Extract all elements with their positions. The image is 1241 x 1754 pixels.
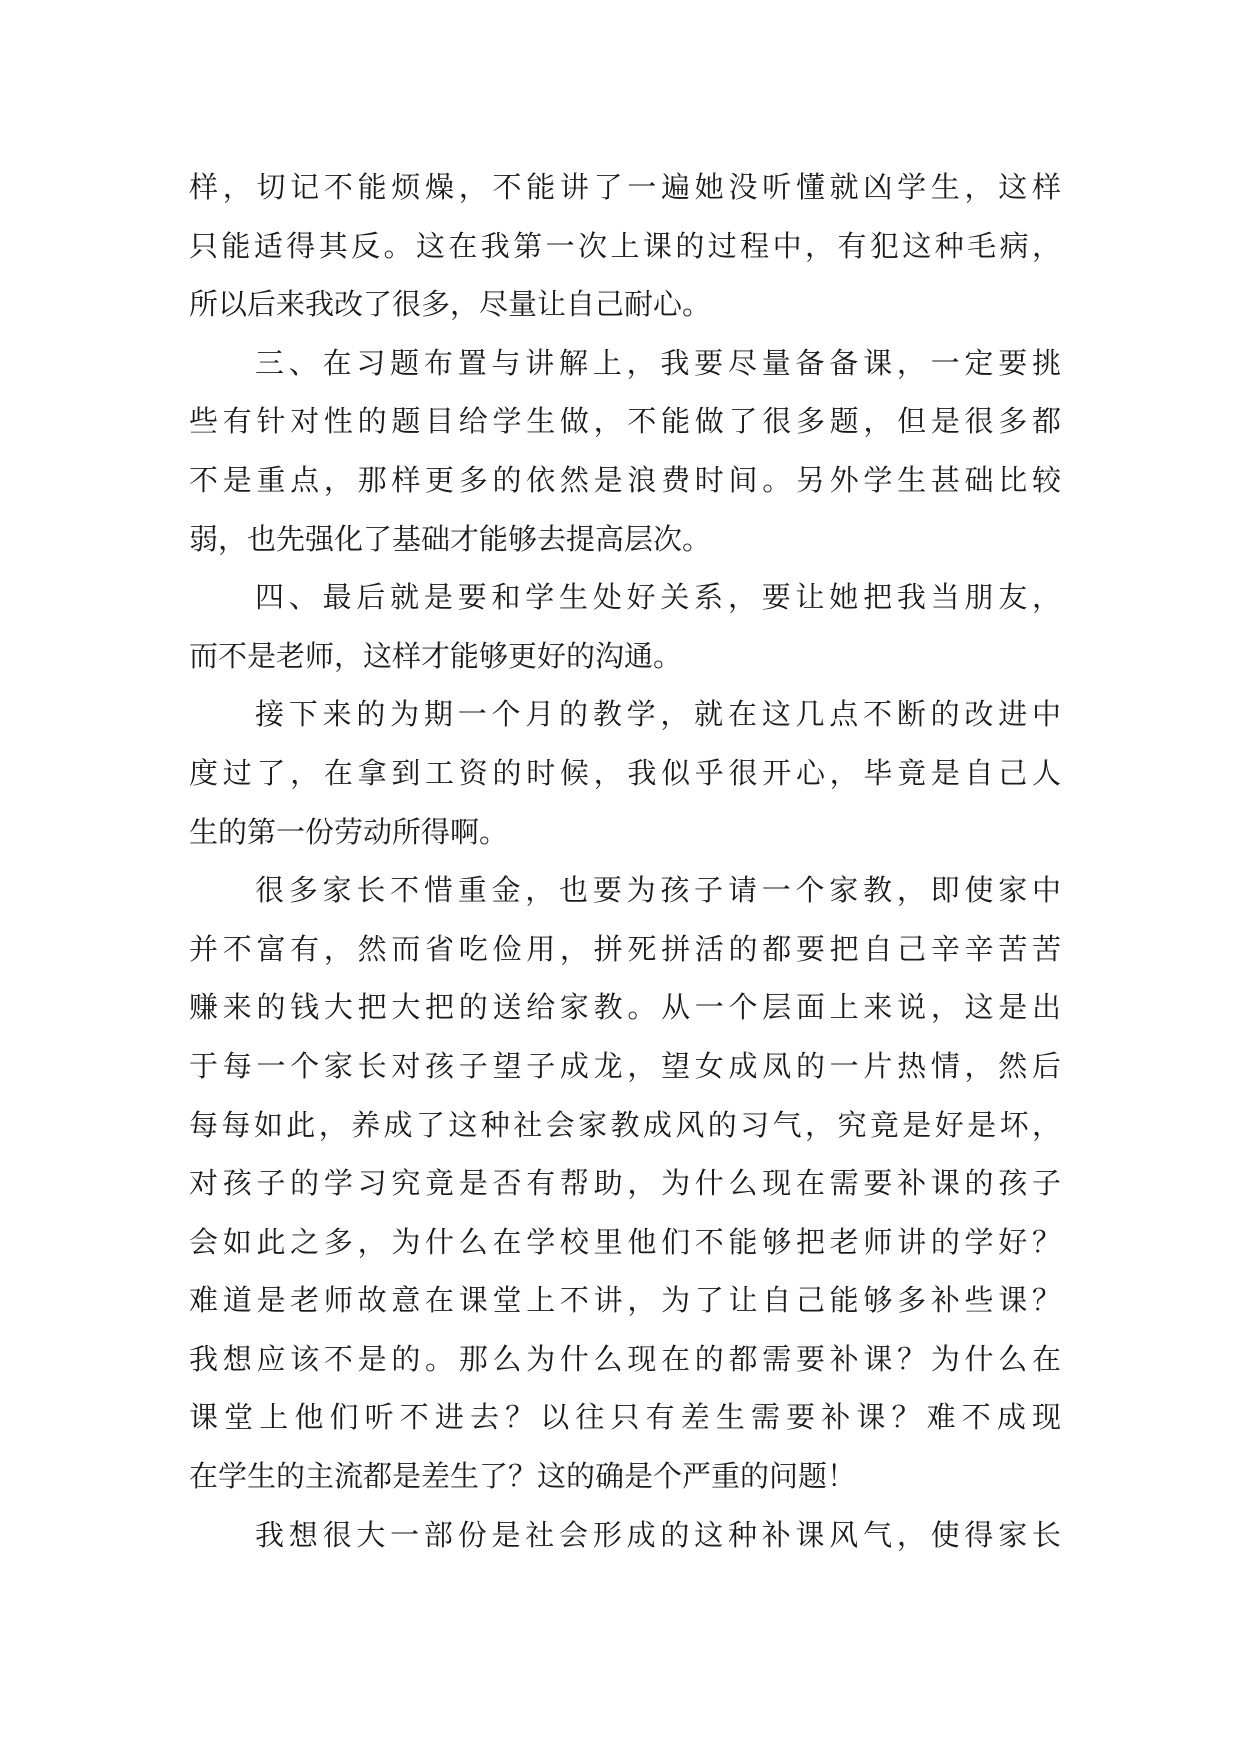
text-line: 度过了，在拿到工资的时候，我似乎很开心，毕竟是自己人 xyxy=(189,755,1061,790)
text-line: 并不富有，然而省吃俭用，拼死拼活的都要把自己辛辛苦苦 xyxy=(189,931,1061,966)
text-line: 四、最后就是要和学生处好关系，要让她把我当朋友， xyxy=(255,580,1061,615)
text-line: 会如此之多，为什么在学校里他们不能够把老师讲的学好？ xyxy=(189,1224,1061,1259)
text-line: 很多家长不惜重金，也要为孩子请一个家教，即使家中 xyxy=(255,873,1061,908)
text-line: 对孩子的学习究竟是否有帮助，为什么现在需要补课的孩子 xyxy=(189,1166,1061,1201)
text-line: 我想很大一部份是社会形成的这种补课风气，使得家长 xyxy=(255,1517,1061,1552)
text-line: 不是重点，那样更多的依然是浪费时间。另外学生甚础比较 xyxy=(189,462,1061,497)
text-line: 我想应该不是的。那么为什么现在的都需要补课？为什么在 xyxy=(189,1341,1061,1376)
text-line: 于每一个家长对孩子望子成龙，望女成凤的一片热情，然后 xyxy=(189,1048,1061,1083)
text-line: 些有针对性的题目给学生做，不能做了很多题，但是很多都 xyxy=(189,404,1061,439)
text-line: 弱，也先强化了基础才能够去提高层次。 xyxy=(189,521,712,556)
body-text xyxy=(189,158,1061,1564)
text-line: 生的第一份劳动所得啊。 xyxy=(189,814,509,849)
text-line: 样，切记不能烦燥，不能讲了一遍她没听懂就凶学生，这样 xyxy=(189,170,1061,204)
text-line: 接下来的为期一个月的教学，就在这几点不断的改进中 xyxy=(255,697,1061,732)
text-line: 课堂上他们听不进去？以往只有差生需要补课？难不成现 xyxy=(189,1400,1061,1435)
text-line: 而不是老师，这样才能够更好的沟通。 xyxy=(189,638,683,673)
text-line: 只能适得其反。这在我第一次上课的过程中，有犯这种毛病， xyxy=(189,228,1061,263)
text-line: 每每如此，养成了这种社会家教成风的习气，究竟是好是坏， xyxy=(189,1107,1061,1142)
text-line: 在学生的主流都是差生了？这的确是个严重的问题！ xyxy=(189,1459,857,1494)
text-line: 所以后来我改了很多，尽量让自己耐心。 xyxy=(189,287,712,322)
text-line: 难道是老师故意在课堂上不讲，为了让自己能够多补些课？ xyxy=(189,1283,1061,1318)
text-line: 三、在习题布置与讲解上，我要尽量备备课，一定要挑 xyxy=(255,345,1061,380)
text-line: 赚来的钱大把大把的送给家教。从一个层面上来说，这是出 xyxy=(189,990,1061,1025)
